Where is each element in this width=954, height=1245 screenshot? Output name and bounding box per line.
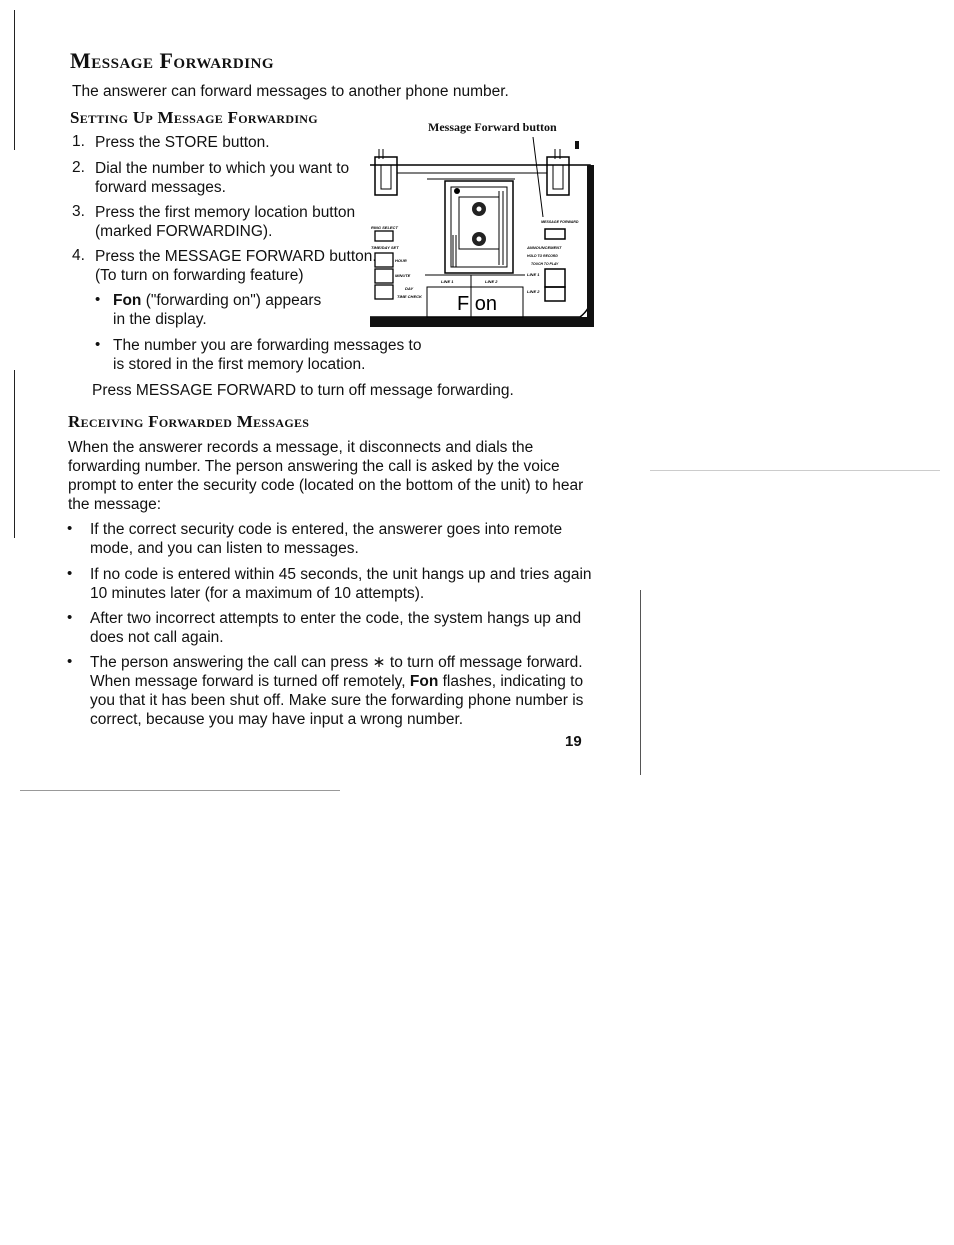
right-scan-noise [650, 470, 940, 471]
day-button [375, 285, 393, 299]
step-number: 2. [72, 159, 85, 176]
time-day-set-label: TIME/DAY SET [371, 245, 399, 250]
message-forward-label: MESSAGE FORWARD [541, 220, 579, 224]
right-hinge [547, 141, 579, 195]
receiving-bullet-text: correct, because you may have input a wrong number. [90, 711, 464, 728]
bullet-dot: • [67, 565, 73, 582]
line1-label: LINE 1 [527, 272, 540, 277]
line1-top-label: LINE 1 [441, 279, 454, 284]
receiving-bullet-text: 10 minutes later (for a maximum of 10 attempts). [90, 585, 425, 602]
hold-to-record-label: HOLD TO RECORD [527, 254, 558, 258]
step-number: 3. [72, 203, 85, 220]
receiving-bullet-text: After two incorrect attempts to enter the code, the system hangs up and [90, 610, 582, 627]
message-forward-button [545, 229, 565, 239]
bullet-dot: • [95, 291, 101, 308]
intro-text: The answerer can forward messages to another phone number. [72, 83, 509, 100]
receiving-bullet-text: does not call again. [90, 629, 224, 646]
caption-pointer-line [533, 137, 543, 217]
bullet-text [113, 291, 321, 310]
step-text: (marked FORWARDING). [95, 223, 273, 240]
step-text: (To turn on forwarding feature) [95, 267, 304, 284]
ring-select-button [375, 231, 393, 241]
line2-top-label: LINE 2 [485, 279, 498, 284]
setting-up-heading: Setting Up Message Forwarding [70, 108, 318, 127]
bullet-text: in the display. [113, 311, 207, 328]
text-run: When message forward is turned off remotely, [90, 673, 410, 690]
figure-caption: Message Forward button [428, 120, 557, 134]
line2-button [545, 287, 565, 301]
page-number: 19 [565, 733, 582, 750]
receiving-paragraph-line: prompt to enter the security code (located on the bottom of the unit) to hear [68, 477, 584, 494]
hour-button [375, 253, 393, 267]
bullet-dot: • [67, 520, 73, 537]
receiving-bullet-text: mode, and you can listen to messages. [90, 540, 359, 557]
left-margin-rule-lower [14, 370, 15, 538]
time-check-label: TIME CHECK [397, 294, 422, 299]
receiving-heading: Receiving Forwarded Messages [68, 412, 310, 431]
step-text: Press the STORE button. [95, 134, 270, 151]
step-text: Dial the number to which you want to [95, 160, 350, 177]
bottom-scan-line [20, 790, 340, 791]
receiving-paragraph-line: forwarding number. The person answering the call is asked by the voice [68, 458, 560, 475]
receiving-paragraph-line: the message: [68, 496, 162, 513]
bullet-dot: • [67, 609, 73, 626]
step-text: forward messages. [95, 179, 226, 196]
bullet-text: The number you are forwarding messages to [113, 337, 422, 354]
step-number: 1. [72, 133, 85, 150]
bullet-text: is stored in the first memory location. [113, 356, 366, 373]
turn-off-text: Press MESSAGE FORWARD to turn off message forwarding. [92, 382, 514, 399]
hour-label: HOUR [395, 258, 407, 263]
line1-button [545, 269, 565, 287]
bullet-dot: • [95, 336, 101, 353]
answerer-diagram [365, 135, 600, 335]
minute-label: MINUTE [395, 273, 411, 278]
display-code: Fon [113, 292, 142, 309]
unit-base-shadow [370, 317, 594, 327]
step-text: Press the MESSAGE FORWARD button. [95, 248, 377, 265]
text-run: flashes, indicating to [438, 673, 584, 690]
receiving-bullet-text: If no code is entered within 45 seconds, the unit hangs up and tries again [90, 566, 592, 583]
left-hinge [375, 149, 397, 195]
bullet-dot: • [67, 653, 73, 670]
receiving-bullet-text: you that it has been shut off. Make sure the forwarding phone number is [90, 692, 584, 709]
receiving-bullet-text: The person answering the call can press ∗ to turn off message forward. [90, 654, 583, 671]
ring-select-label: RING SELECT [371, 225, 398, 230]
receiving-paragraph-line: When the answerer records a message, it disconnects and dials the [68, 439, 534, 456]
right-margin-rule [640, 590, 641, 775]
unit-right-edge [587, 165, 594, 325]
line2-label: LINE 2 [527, 289, 540, 294]
announcement-label: ANNOUNCEMENT [527, 245, 562, 250]
minute-button [375, 269, 393, 283]
receiving-bullet-text [90, 672, 583, 691]
display-code: Fon [409, 673, 439, 690]
day-label: DAY [405, 286, 414, 291]
touch-to-play-label: TOUCH TO PLAY [531, 262, 559, 266]
step-number: 4. [72, 247, 85, 264]
receiving-bullet-text: If the correct security code is entered, the answerer goes into remote [90, 521, 563, 538]
lcd-display-text: F on [457, 293, 498, 315]
bullet-text-rest: ("forwarding on") appears [141, 292, 322, 309]
page-title: Message Forwarding [70, 48, 275, 73]
left-margin-rule [14, 10, 15, 150]
step-text: Press the first memory location button [95, 204, 356, 221]
